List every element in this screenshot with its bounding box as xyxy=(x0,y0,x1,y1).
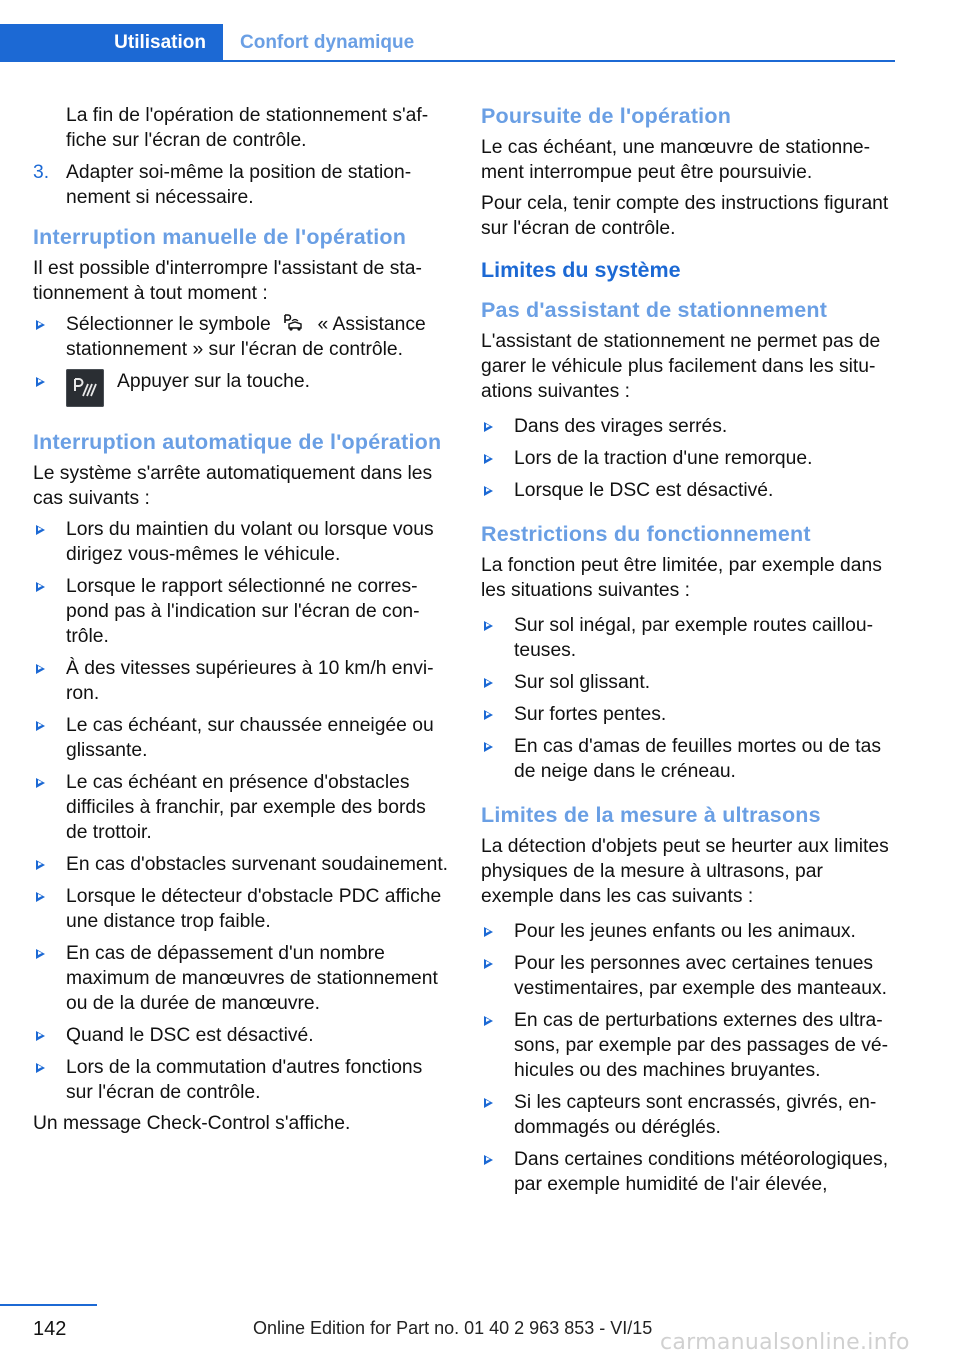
paragraph-manual-interruption: Il est possible d'interrompre l'assistant de stationnement à tout moment : xyxy=(33,258,422,304)
step-number: 3. xyxy=(33,162,50,183)
list-item xyxy=(33,884,449,934)
step-text: Adapter soi-même la position de stationnement si nécessaire. xyxy=(66,162,412,208)
item-text: Lors de la traction d'une remorque. xyxy=(514,448,813,469)
item-text: Lors du maintien du volant ou lorsque vous dirigez vous-mêmes le véhicule. xyxy=(66,519,434,565)
item-text: En cas de perturbations externes des ultrasons, par exemple par des passages de véhicules ou des machines bruyantes. xyxy=(514,1010,889,1081)
item-text: Lorsque le DSC est désactivé. xyxy=(514,480,774,501)
item-text: Le cas échéant en présence d'obstacles difficiles à franchir, par exemple des bords de trottoir. xyxy=(66,772,426,843)
list-item xyxy=(33,656,449,706)
parking-assistant-icon xyxy=(280,312,308,334)
list-item xyxy=(33,312,449,362)
item-text: Quand le DSC est désactivé. xyxy=(66,1025,314,1046)
item-text: Sur sol inégal, par exemple routes caillouteuses. xyxy=(514,615,874,661)
tab-utilisation[interactable]: Utilisation xyxy=(0,24,223,62)
automatic-interruption-list xyxy=(33,517,449,1105)
list-item xyxy=(481,478,897,503)
bullet-triangle-icon xyxy=(484,454,493,464)
list-item xyxy=(33,713,449,763)
heading-no-parking-assistant: Pas d'assistant de stationnement xyxy=(481,298,828,322)
list-item xyxy=(481,613,897,663)
list-item xyxy=(33,941,449,1016)
ultrasound-limits-list xyxy=(481,919,897,1197)
item-text: Appuyer sur la touche. xyxy=(117,371,310,392)
item-text: En cas d'obstacles survenant soudainement. xyxy=(66,854,449,875)
list-item xyxy=(33,770,449,845)
list-item xyxy=(481,702,897,727)
item-text-before-icon: Sélectionner le symbole xyxy=(66,314,271,335)
bullet-triangle-icon xyxy=(36,1063,45,1073)
paragraph-no-parking-assistant: L'assistant de stationnement ne permet pas de garer le véhicule plus facilement dans les situations suivantes : xyxy=(481,331,881,402)
bullet-triangle-icon xyxy=(36,1031,45,1041)
paragraph-resume-1: Le cas échéant, une manœuvre de stationnement interrompue peut être poursuivie. xyxy=(481,137,871,183)
edition-info: Online Edition for Part no. 01 40 2 963 853 - VI/15 xyxy=(253,1318,653,1338)
heading-functional-restrictions: Restrictions du fonctionnement xyxy=(481,522,811,546)
item-text: Lors de la commutation d'autres fonctions sur l'écran de contrôle. xyxy=(66,1057,423,1103)
paragraph-ultrasound-limits: La détection d'objets peut se heurter aux limites physiques de la mesure à ultrasons, par exemple dans les cas suivants : xyxy=(481,836,889,907)
bullet-triangle-icon xyxy=(484,621,493,631)
item-text: Lorsque le détecteur d'obstacle PDC affiche une distance trop faible. xyxy=(66,886,442,932)
bullet-triangle-icon xyxy=(484,1016,493,1026)
item-text: À des vitesses supérieures à 10 km/h environ. xyxy=(66,658,434,704)
bullet-triangle-icon xyxy=(36,320,45,330)
bullet-triangle-icon xyxy=(36,664,45,674)
bullet-triangle-icon xyxy=(36,949,45,959)
list-item xyxy=(481,446,897,471)
bullet-triangle-icon xyxy=(484,678,493,688)
footer-divider xyxy=(0,1304,97,1306)
bullet-triangle-icon xyxy=(484,710,493,720)
page-header xyxy=(0,24,895,62)
item-text: Le cas échéant, sur chaussée enneigée ou glissante. xyxy=(66,715,434,761)
header-divider xyxy=(0,60,895,62)
bullet-triangle-icon xyxy=(484,1098,493,1108)
bullet-triangle-icon xyxy=(484,959,493,969)
no-assistant-list xyxy=(481,414,897,503)
list-item xyxy=(481,1147,897,1197)
item-text: En cas de dépassement d'un nombre maximum de manœuvres de stationnement ou de la durée de manœuvre. xyxy=(66,943,438,1014)
heading-ultrasound-limits: Limites de la mesure à ultrasons xyxy=(481,803,821,827)
item-text: Sur fortes pentes. xyxy=(514,704,667,725)
list-item xyxy=(481,1090,897,1140)
item-text: Lorsque le rapport sélectionné ne correspond pas à l'indication sur l'écran de contrôle. xyxy=(66,576,420,647)
bullet-triangle-icon xyxy=(36,525,45,535)
list-item xyxy=(481,1008,897,1083)
bullet-triangle-icon xyxy=(484,1155,493,1165)
step-3 xyxy=(33,160,449,210)
item-text: Dans certaines conditions météorologiques, par exemple humidité de l'air élevée, xyxy=(514,1149,889,1195)
item-text: Si les capteurs sont encrassés, givrés, endommagés ou déréglés. xyxy=(514,1092,877,1138)
paragraph-functional-restrictions: La fonction peut être limitée, par exemple dans les situations suivantes : xyxy=(481,555,882,601)
bullet-triangle-icon xyxy=(36,582,45,592)
heading-automatic-interruption: Interruption automatique de l'opération xyxy=(33,430,442,454)
heading-resume-operation: Poursuite de l'opération xyxy=(481,104,732,128)
right-column xyxy=(481,98,897,1204)
bullet-triangle-icon xyxy=(484,422,493,432)
left-column xyxy=(33,98,449,1142)
list-item xyxy=(481,670,897,695)
list-item xyxy=(33,1023,449,1048)
bullet-triangle-icon xyxy=(36,892,45,902)
item-text-after-icon: « Assistance stationnement » sur l'écran de contrôle. xyxy=(66,314,426,360)
bullet-triangle-icon xyxy=(36,778,45,788)
list-item xyxy=(481,951,897,1001)
paragraph-resume-2: Pour cela, tenir compte des instructions figurant sur l'écran de contrôle. xyxy=(481,193,889,239)
bullet-triangle-icon xyxy=(484,927,493,937)
list-item xyxy=(33,1055,449,1105)
list-item xyxy=(481,919,897,944)
list-item xyxy=(33,517,449,567)
item-text: Pour les jeunes enfants ou les animaux. xyxy=(514,921,856,942)
item-text: Pour les personnes avec certaines tenues vestimentaires, par exemple des manteaux. xyxy=(514,953,887,999)
list-item xyxy=(33,369,449,407)
tab-confort-dynamique[interactable]: Confort dynamique xyxy=(240,32,415,53)
paragraph-automatic-interruption: Le système s'arrête automatiquement dans les cas suivants : xyxy=(33,463,433,509)
heading-manual-interruption: Interruption manuelle de l'opération xyxy=(33,225,407,249)
restrictions-list xyxy=(481,613,897,784)
list-item xyxy=(481,734,897,784)
bullet-triangle-icon xyxy=(36,377,45,387)
item-text: En cas d'amas de feuilles mortes ou de tas de neige dans le créneau. xyxy=(514,736,882,782)
bullet-triangle-icon xyxy=(36,721,45,731)
item-text: Dans des virages serrés. xyxy=(514,416,728,437)
bullet-triangle-icon xyxy=(484,742,493,752)
item-text: Sur sol glissant. xyxy=(514,672,651,693)
manual-interruption-list xyxy=(33,312,449,407)
parking-assistant-button-icon xyxy=(66,369,104,407)
bullet-triangle-icon xyxy=(484,486,493,496)
list-item xyxy=(33,852,449,877)
step-list xyxy=(33,160,449,210)
button-row xyxy=(66,369,449,407)
page-number: 142 xyxy=(33,1318,67,1340)
list-item xyxy=(33,574,449,649)
list-item xyxy=(481,414,897,439)
paragraph-check-control: Un message Check-Control s'affiche. xyxy=(33,1113,351,1134)
watermark: carmanualsonline.info xyxy=(660,1330,910,1355)
heading-system-limits: Limites du système xyxy=(481,258,681,282)
step-2-continuation: La fin de l'opération de stationnement s'affiche sur l'écran de contrôle. xyxy=(66,105,429,151)
bullet-triangle-icon xyxy=(36,860,45,870)
